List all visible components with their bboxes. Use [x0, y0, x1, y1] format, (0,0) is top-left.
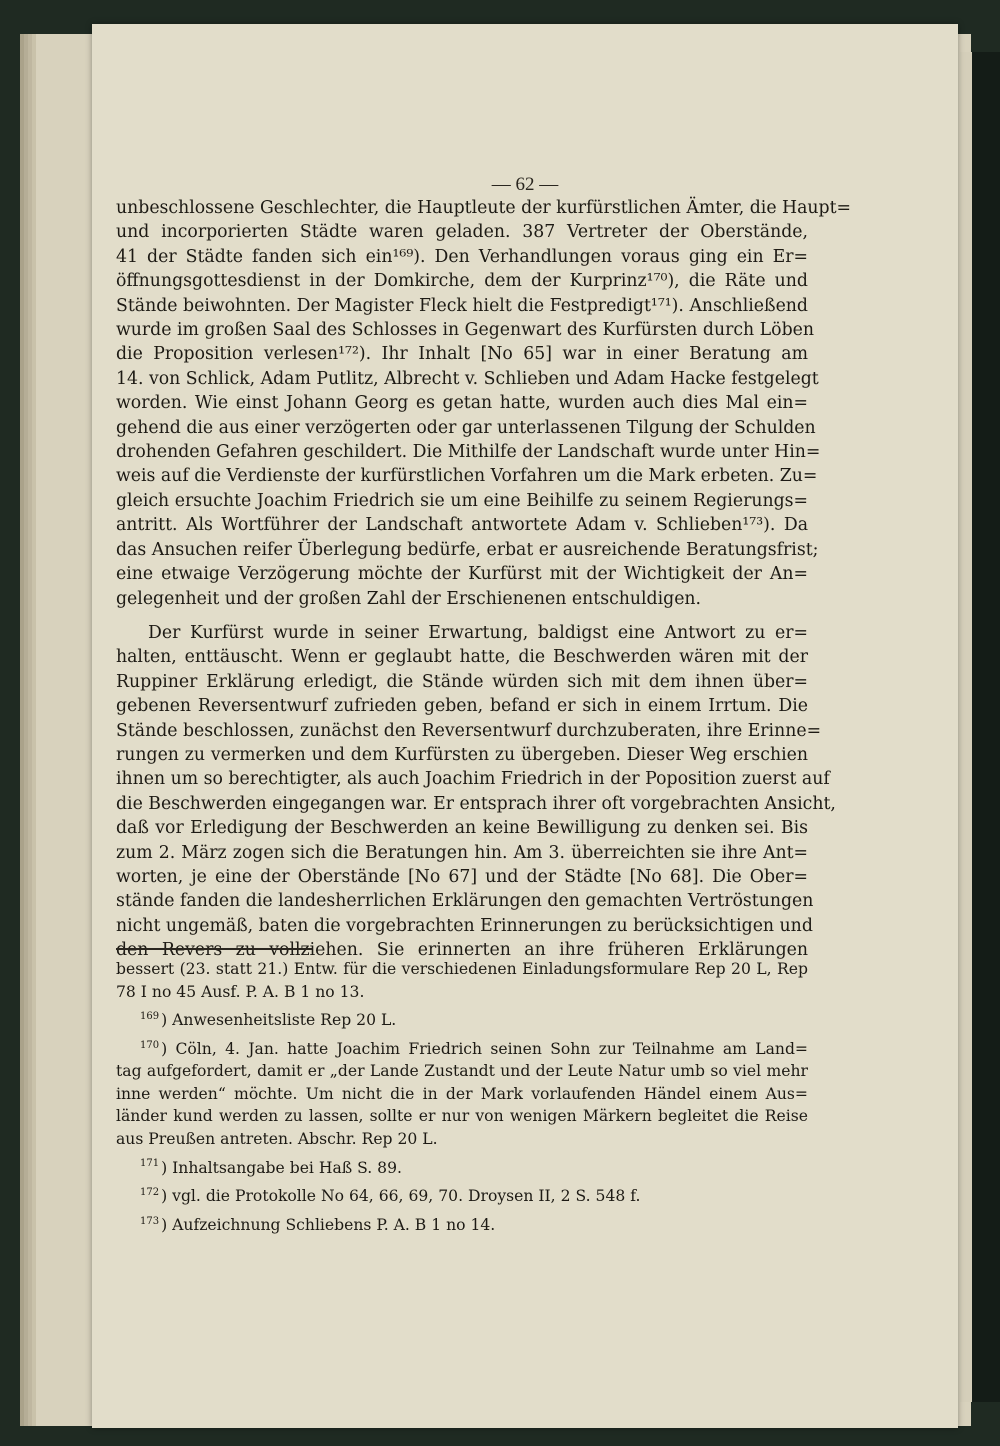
facing-page-sliver [960, 52, 972, 1402]
text-line: wurde im großen Saal des Schlosses in Gegenwart des Kurfürsten durch Löben [116, 320, 814, 341]
footnote-number: 172 [140, 1187, 160, 1199]
text-line: Der Kurfürst wurde in seiner Erwartung, baldigst eine Antwort zu er= [148, 622, 808, 643]
text-line: halten, enttäuscht. Wenn er geglaubt hatte, die Beschwerden wären mit der [116, 647, 808, 668]
body-text [116, 196, 852, 963]
paragraph-2 [116, 621, 836, 963]
text-line: und incorporierten Städte waren geladen. 387 Vertreter der Oberstände, [116, 222, 808, 243]
footnote-line: länder kund werden zu lassen, sollte er nur von wenigen Märkern begleitet die Reise [116, 1107, 808, 1126]
text-line: worden. Wie einst Johann Georg es getan hatte, wurden auch dies Mal ein= [116, 393, 808, 414]
text-line: gleich ersuchte Joachim Friedrich sie um eine Beihilfe zu seinem Regierungs= [116, 490, 808, 511]
text-line: die Beschwerden eingegangen war. Er entsprach ihrer oft vorgebrachten Ansicht, [116, 793, 836, 814]
footnote-line: 78 I no 45 Ausf. P. A. B 1 no 13. [116, 982, 365, 1001]
footnote-text: ) Aufzeichnung Schliebens P. A. B 1 no 14. [161, 1215, 496, 1234]
paragraph-gap [116, 611, 808, 621]
text-line: weis auf die Verdienste der kurfürstlichen Vorfahren um die Mark erbeten. Zu= [116, 466, 818, 487]
facing-page-edge [960, 52, 1000, 1402]
text-line: nicht ungemäß, baten die vorgebrachten Erinnerungen zu berücksichtigen und [116, 915, 813, 936]
footnote-line: inne werden“ möchte. Um nicht die in der Mark vorlaufenden Händel einem Aus= [116, 1084, 808, 1103]
footnote-number: 170 [140, 1039, 160, 1051]
text-line: stände fanden die landesherrlichen Erklärungen den gemachten Vertröstungen [116, 891, 814, 912]
footnote-line: aus Preußen antreten. Abschr. Rep 20 L. [116, 1129, 438, 1148]
text-line: das Ansuchen reifer Überlegung bedürfe, erbat er ausreichende Beratungsfrist; [116, 539, 819, 560]
text-line: Stände beiwohnten. Der Magister Fleck hielt die Festpredigt¹⁷¹). Anschließend [116, 295, 808, 316]
footnote-text: ) Cöln, 4. Jan. hatte Joachim Friedrich seinen Sohn zur Teilnahme am Land= [161, 1039, 808, 1058]
footnote-172 [116, 1182, 808, 1208]
text-line: rungen zu vermerken und dem Kurfürsten zu übergeben. Dieser Weg erschien [116, 744, 808, 765]
footnote-number: 169 [140, 1011, 160, 1022]
footnote-170 [116, 1035, 808, 1151]
text-line: ihnen um so berechtigter, als auch Joachim Friedrich in der Poposition zuerst auf [116, 769, 830, 790]
footnote-text: ) vgl. die Protokolle No 64, 66, 69, 70. Droysen II, 2 S. 548 f. [161, 1187, 641, 1206]
text-line: eine etwaige Verzögerung möchte der Kurfürst mit der Wichtigkeit der An= [116, 564, 808, 585]
footnote-continuation [116, 958, 808, 1003]
text-line: drohenden Gefahren geschildert. Die Mithilfe der Landschaft wurde unter Hin= [116, 442, 821, 463]
text-line: unbeschlossene Geschlechter, die Hauptleute der kurfürstlichen Ämter, die Haupt= [116, 198, 852, 218]
text-line: gelegenheit und der großen Zahl der Erschienenen entschuldigen. [116, 588, 702, 609]
footnote-169 [116, 1006, 808, 1032]
footnote-text: ) Inhaltsangabe bei Haß S. 89. [161, 1158, 402, 1177]
text-line: öffnungsgottesdienst in der Domkirche, dem der Kurprinz¹⁷⁰), die Räte und [116, 271, 808, 292]
footnote-line: tag aufgefordert, damit er „der Lande Zustandt und der Leute Natur umb so viel mehr [116, 1062, 808, 1081]
text-line: zum 2. März zogen sich die Beratungen hin. Am 3. überreichten sie ihre Ant= [116, 842, 808, 863]
text-line: gehend die aus einer verzögerten oder gar unterlassenen Tilgung der Schulden [116, 417, 816, 438]
footnote-line: bessert (23. statt 21.) Entw. für die verschiedenen Einladungsformulare Rep 20 L, Rep [116, 960, 808, 978]
paragraph-1 [116, 196, 852, 611]
text-line: Ruppiner Erklärung erledigt, die Stände würden sich mit dem ihnen über= [116, 671, 808, 692]
text-line: Stände beschlossen, zunächst den Reversentwurf durchzuberaten, ihre Erinne= [116, 720, 822, 741]
text-line: die Proposition verlesen¹⁷²). Ihr Inhalt [No 65] war in einer Beratung am [116, 344, 808, 365]
footnotes [116, 958, 808, 1239]
footnote-173 [116, 1211, 808, 1237]
text-line: worten, je eine der Oberstände [No 67] und der Städte [No 68]. Die Ober= [116, 866, 808, 887]
footnote-number: 173 [140, 1215, 160, 1227]
text-line: antritt. Als Wortführer der Landschaft antwortete Adam v. Schlieben¹⁷³). Da [116, 515, 808, 536]
text-line: den Revers zu vollziehen. Sie erinnerten an ihre früheren Erklärungen [116, 940, 808, 961]
text-line: gebenen Reversentwurf zufrieden geben, befand er sich in einem Irrtum. Die [116, 696, 808, 717]
page-number: — 62 — [491, 174, 559, 195]
footnote-171 [116, 1153, 808, 1179]
text-line: 41 der Städte fanden sich ein¹⁶⁹). Den Verhandlungen voraus ging ein Er= [116, 246, 808, 267]
text-line: 14. von Schlick, Adam Putlitz, Albrecht v. Schlieben und Adam Hacke festgelegt [116, 368, 819, 389]
footnote-text: ) Anwesenheitsliste Rep 20 L. [161, 1011, 397, 1030]
footnote-number: 171 [140, 1158, 160, 1170]
footnote-divider [116, 948, 312, 950]
text-line: daß vor Erledigung der Beschwerden an keine Bewilligung zu denken sei. Bis [116, 818, 808, 839]
